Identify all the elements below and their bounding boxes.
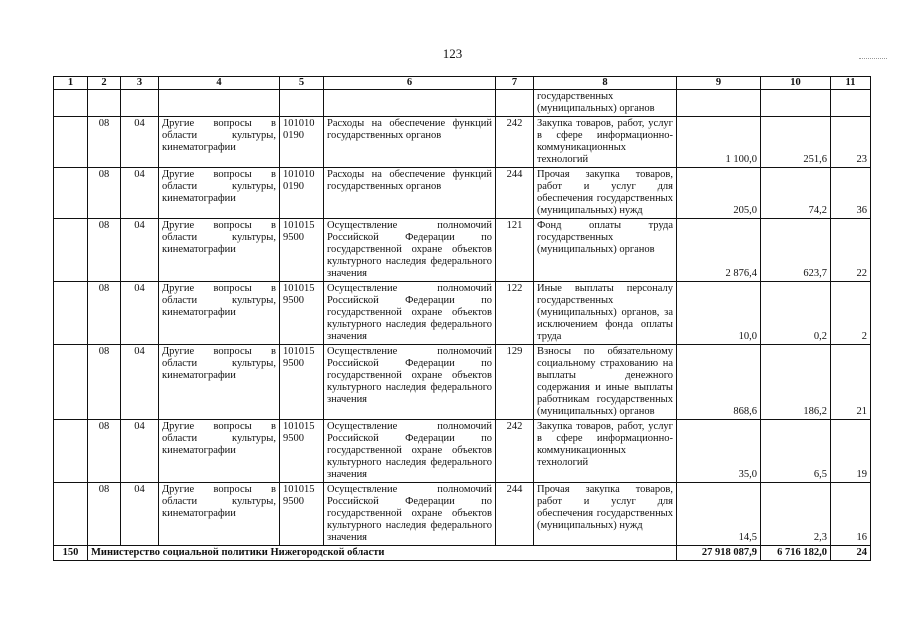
expense-type-name: Иные выплаты персоналу государственных (муниципальных) органов, за исключением фонда оплаты труда (534, 282, 677, 345)
row-number (54, 219, 88, 282)
section-code: 08 (88, 420, 121, 483)
section-name: Другие вопросы в области культуры, кинематографии (159, 168, 280, 219)
expense-type-name: Прочая закупка товаров, работ и услуг для обеспечения государственных (муниципальных) нужд (534, 483, 677, 546)
planned-amount: 205,0 (677, 168, 761, 219)
expense-type-code: 242 (496, 117, 534, 168)
execution-percent: 23 (831, 117, 871, 168)
expense-type-code: 129 (496, 345, 534, 420)
article-name: Осуществление полномочий Российской Федерации по государственной охране объектов культурного наследия федерального значения (324, 483, 496, 546)
section-name: Другие вопросы в области культуры, кинематографии (159, 117, 280, 168)
subsection-code (121, 90, 159, 117)
expense-type-name: Фонд оплаты труда государственных (муниципальных) органов (534, 219, 677, 282)
row-number (54, 483, 88, 546)
subsection-code: 04 (121, 345, 159, 420)
target-article-code: 101015 9500 (280, 282, 324, 345)
col-header: 7 (496, 77, 534, 90)
expense-type-code: 244 (496, 483, 534, 546)
row-number (54, 282, 88, 345)
section-name: Другие вопросы в области культуры, кинематографии (159, 219, 280, 282)
target-article-code: 101010 0190 (280, 117, 324, 168)
subsection-code: 04 (121, 483, 159, 546)
article-name: Осуществление полномочий Российской Федерации по государственной охране объектов культурного наследия федерального значения (324, 219, 496, 282)
table-row (54, 483, 871, 546)
scan-artifact (859, 58, 887, 60)
row-number (54, 420, 88, 483)
table-row (54, 90, 871, 117)
budget-table (53, 76, 871, 561)
expense-type-code: 122 (496, 282, 534, 345)
target-article-code: 101010 0190 (280, 168, 324, 219)
planned-amount: 1 100,0 (677, 117, 761, 168)
expense-type-name: государственных (муниципальных) органов (534, 90, 677, 117)
executed-amount: 251,6 (761, 117, 831, 168)
section-code (88, 90, 121, 117)
expense-type-name: Закупка товаров, работ, услуг в сфере информационно-коммуникационных технологий (534, 420, 677, 483)
article-name: Расходы на обеспечение функций государственных органов (324, 117, 496, 168)
column-header-row (54, 77, 871, 90)
execution-percent: 2 (831, 282, 871, 345)
executed-amount: 74,2 (761, 168, 831, 219)
target-article-code (280, 90, 324, 117)
subsection-code: 04 (121, 282, 159, 345)
table-row (54, 345, 871, 420)
table-row (54, 282, 871, 345)
executed-amount: 623,7 (761, 219, 831, 282)
execution-percent: 36 (831, 168, 871, 219)
ministry-name: Министерство социальной политики Нижегородской области (88, 546, 677, 561)
col-header: 5 (280, 77, 324, 90)
section-code: 08 (88, 345, 121, 420)
expense-type-code: 242 (496, 420, 534, 483)
target-article-code: 101015 9500 (280, 345, 324, 420)
execution-percent: 24 (831, 546, 871, 561)
col-header: 2 (88, 77, 121, 90)
subsection-code: 04 (121, 168, 159, 219)
col-header: 4 (159, 77, 280, 90)
subsection-code: 04 (121, 420, 159, 483)
article-name: Осуществление полномочий Российской Федерации по государственной охране объектов культурного наследия федерального значения (324, 345, 496, 420)
executed-amount: 0,2 (761, 282, 831, 345)
section-code: 08 (88, 168, 121, 219)
planned-amount (677, 90, 761, 117)
planned-amount: 35,0 (677, 420, 761, 483)
execution-percent: 21 (831, 345, 871, 420)
section-name (159, 90, 280, 117)
execution-percent: 22 (831, 219, 871, 282)
subsection-code: 04 (121, 117, 159, 168)
executed-amount: 6 716 182,0 (761, 546, 831, 561)
col-header: 10 (761, 77, 831, 90)
expense-type-code (496, 90, 534, 117)
planned-amount: 27 918 087,9 (677, 546, 761, 561)
table-row (54, 219, 871, 282)
expense-type-name: Взносы по обязательному социальному страхованию на выплаты денежного содержания и иные выплаты работникам государственных (муниципальных) органов (534, 345, 677, 420)
executed-amount: 186,2 (761, 345, 831, 420)
planned-amount: 2 876,4 (677, 219, 761, 282)
planned-amount: 868,6 (677, 345, 761, 420)
expense-type-code: 121 (496, 219, 534, 282)
col-header: 11 (831, 77, 871, 90)
section-name: Другие вопросы в области культуры, кинематографии (159, 345, 280, 420)
total-row (54, 546, 871, 561)
article-name: Осуществление полномочий Российской Федерации по государственной охране объектов культурного наследия федерального значения (324, 282, 496, 345)
col-header: 6 (324, 77, 496, 90)
article-name: Расходы на обеспечение функций государственных органов (324, 168, 496, 219)
target-article-code: 101015 9500 (280, 219, 324, 282)
table-row (54, 117, 871, 168)
section-code: 08 (88, 219, 121, 282)
row-number (54, 168, 88, 219)
row-number (54, 345, 88, 420)
col-header: 8 (534, 77, 677, 90)
col-header: 3 (121, 77, 159, 90)
table-row (54, 420, 871, 483)
execution-percent: 16 (831, 483, 871, 546)
row-number (54, 90, 88, 117)
section-name: Другие вопросы в области культуры, кинематографии (159, 282, 280, 345)
article-name (324, 90, 496, 117)
executed-amount: 2,3 (761, 483, 831, 546)
execution-percent: 19 (831, 420, 871, 483)
executed-amount: 6,5 (761, 420, 831, 483)
expense-type-name: Прочая закупка товаров, работ и услуг для обеспечения государственных (муниципальных) нужд (534, 168, 677, 219)
expense-type-code: 244 (496, 168, 534, 219)
col-header: 1 (54, 77, 88, 90)
section-name: Другие вопросы в области культуры, кинематографии (159, 483, 280, 546)
page-number: 123 (442, 46, 463, 61)
executed-amount (761, 90, 831, 117)
article-name: Осуществление полномочий Российской Федерации по государственной охране объектов культурного наследия федерального значения (324, 420, 496, 483)
col-header: 9 (677, 77, 761, 90)
table-row (54, 168, 871, 219)
subsection-code: 04 (121, 219, 159, 282)
row-number: 150 (54, 546, 88, 561)
target-article-code: 101015 9500 (280, 483, 324, 546)
planned-amount: 10,0 (677, 282, 761, 345)
section-name: Другие вопросы в области культуры, кинематографии (159, 420, 280, 483)
target-article-code: 101015 9500 (280, 420, 324, 483)
section-code: 08 (88, 282, 121, 345)
execution-percent (831, 90, 871, 117)
row-number (54, 117, 88, 168)
expense-type-name: Закупка товаров, работ, услуг в сфере информационно-коммуникационных технологий (534, 117, 677, 168)
section-code: 08 (88, 117, 121, 168)
section-code: 08 (88, 483, 121, 546)
planned-amount: 14,5 (677, 483, 761, 546)
